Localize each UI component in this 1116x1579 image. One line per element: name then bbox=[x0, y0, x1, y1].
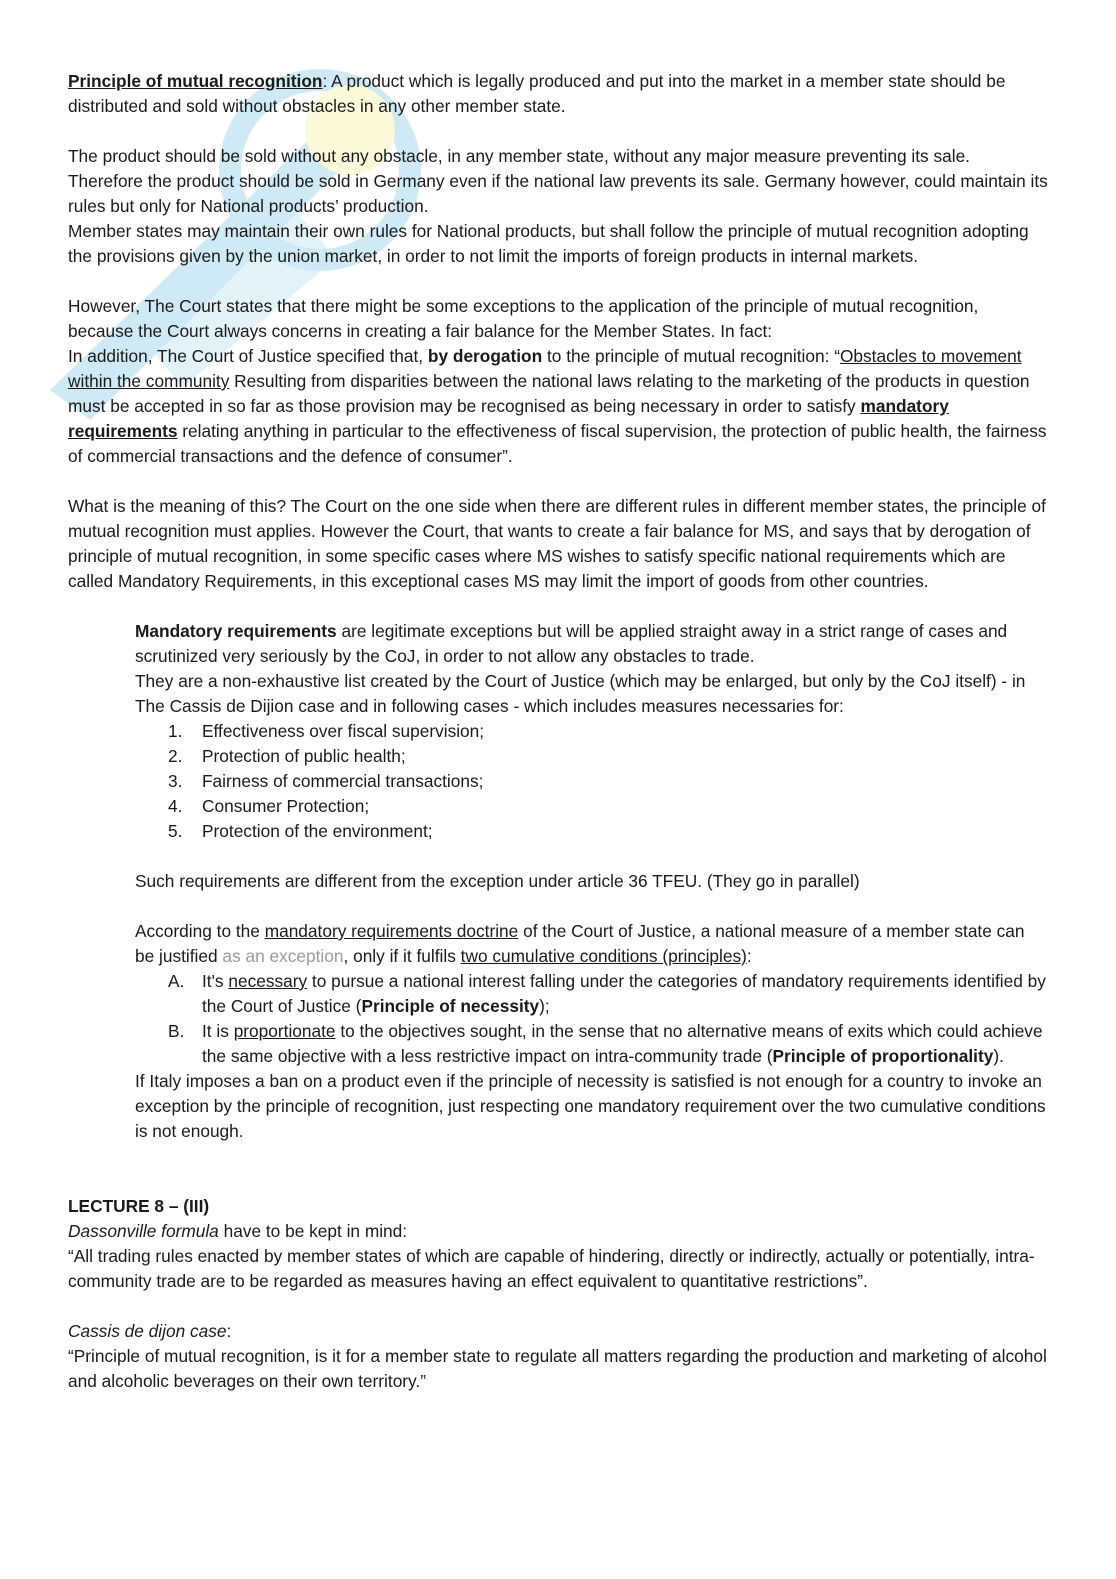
list-item: 3. Fairness of commercial transactions; bbox=[168, 771, 484, 791]
paragraph-dassonville: Dassonville formula have to be kept in mind: bbox=[68, 1221, 408, 1241]
term-mandatory-requirements: mandatory requirements bbox=[68, 396, 949, 441]
paragraph-mandatory: Mandatory requirements are legitimate exceptions but will be applied straight away in a strict range of cases and scrutinized very seriously by the CoJ, in order to not allow any obstacles to trade. bbox=[135, 621, 1008, 666]
list-item: B. It is proportionate to the objectives sought, in the sense that no alternative means of exits which could achieve the same objective with a less restrictive impact on intra-community trade (Principle of proportionality). bbox=[168, 1021, 1043, 1066]
paragraph-member-states: Member states may maintain their own rules for National products, but shall follow the principle of mutual recognition adopting the provisions given by the union market, in order to not limit the imports of foreign products in internal markets. bbox=[68, 221, 1029, 266]
paragraph-italy-example: If Italy imposes a ban on a product even if the principle of necessity is satisfied is not enough for a country to invoke an exception by the principle of recognition, just respecting one mandatory requirement over the two cumulative conditions is not enough. bbox=[135, 1071, 1046, 1141]
list-item: 2. Protection of public health; bbox=[168, 746, 406, 766]
content bbox=[68, 69, 1048, 1394]
list-item: 5. Protection of the environment; bbox=[168, 821, 433, 841]
paragraph-exceptions: However, The Court states that there might be some exceptions to the application of the principle of mutual recognition, because the Court always concerns in creating a fair balance for the Member States. In fact: bbox=[68, 296, 979, 341]
paragraph-court-derogation: In addition, The Court of Justice specified that, by derogation to the principle of mutual recognition: “Obstacles to movement within the community Resulting from disparities between the national laws relating to the marketing of the products in question must be accepted in so far as those provision may be recognised as being necessary in order to satisfy mandatory requirements relating anything in particular to the effectiveness of fiscal supervision, the protection of public health, the fairness of commercial transactions and the defence of consumer”. bbox=[68, 346, 1047, 466]
list-item: A. It's necessary to pursue a national interest falling under the categories of mandatory requirements identified by the Court of Justice (Principle of necessity); bbox=[168, 971, 1046, 1016]
quote-dassonville: “All trading rules enacted by member states of which are capable of hindering, directly or indirectly, actually or potentially, intra-community trade are to be regarded as measures having an effect equivalent to quantitative restrictions”. bbox=[68, 1246, 1035, 1291]
mandatory-section bbox=[135, 619, 1048, 969]
paragraph-non-exhaustive: They are a non-exhaustive list created by the Court of Justice (which may be enlarged, but only by the CoJ itself) - in The Cassis de Dijion case and in following cases - which includes measures necessaries for: bbox=[135, 671, 1026, 716]
term-mutual-recognition: Principle of mutual recognition bbox=[68, 71, 323, 91]
list-item: 1. Effectiveness over fiscal supervision; bbox=[168, 721, 485, 741]
paragraph-article-36: Such requirements are different from the exception under article 36 TFEU. (They go in parallel) bbox=[135, 871, 860, 891]
paragraph-cassis: Cassis de dijon case: bbox=[68, 1321, 232, 1341]
term-obstacles: Obstacles to movement within the community bbox=[68, 346, 1022, 391]
lecture-heading: LECTURE 8 – (III) bbox=[68, 1196, 210, 1216]
paragraph-mutual-recognition: Principle of mutual recognition: A product which is legally produced and put into the market in a member state should be distributed and sold without obstacles in any other member state. bbox=[68, 71, 1006, 116]
mandatory-list bbox=[135, 719, 1048, 844]
conditions-list bbox=[68, 969, 1048, 1069]
paragraph-meaning: What is the meaning of this? The Court on the one side when there are different rules in different member states, the principle of mutual recognition must applies. However the Court, that wants to create a fair balance for MS, and says that by derogation of principle of mutual recognition, in some specific cases where MS wishes to satisfy specific national requirements which are called Mandatory Requirements, in this exceptional cases MS may limit the import of goods from other countries. bbox=[68, 496, 1046, 591]
quote-cassis: “Principle of mutual recognition, is it for a member state to regulate all matters regarding the production and marketing of alcohol and alcoholic beverages on their own territory.” bbox=[68, 1346, 1047, 1391]
paragraph-doctrine: According to the mandatory requirements doctrine of the Court of Justice, a national measure of a member state can be justified as an exception, only if it fulfils two cumulative conditions (principles): bbox=[135, 921, 1025, 966]
paragraph-product-sale: The product should be sold without any obstacle, in any member state, without any major measure preventing its sale. Therefore the product should be sold in Germany even if the national law prevents its sale. Germany however, could maintain its rules but only for National products’ production. bbox=[68, 146, 1048, 216]
list-item: 4. Consumer Protection; bbox=[168, 796, 370, 816]
